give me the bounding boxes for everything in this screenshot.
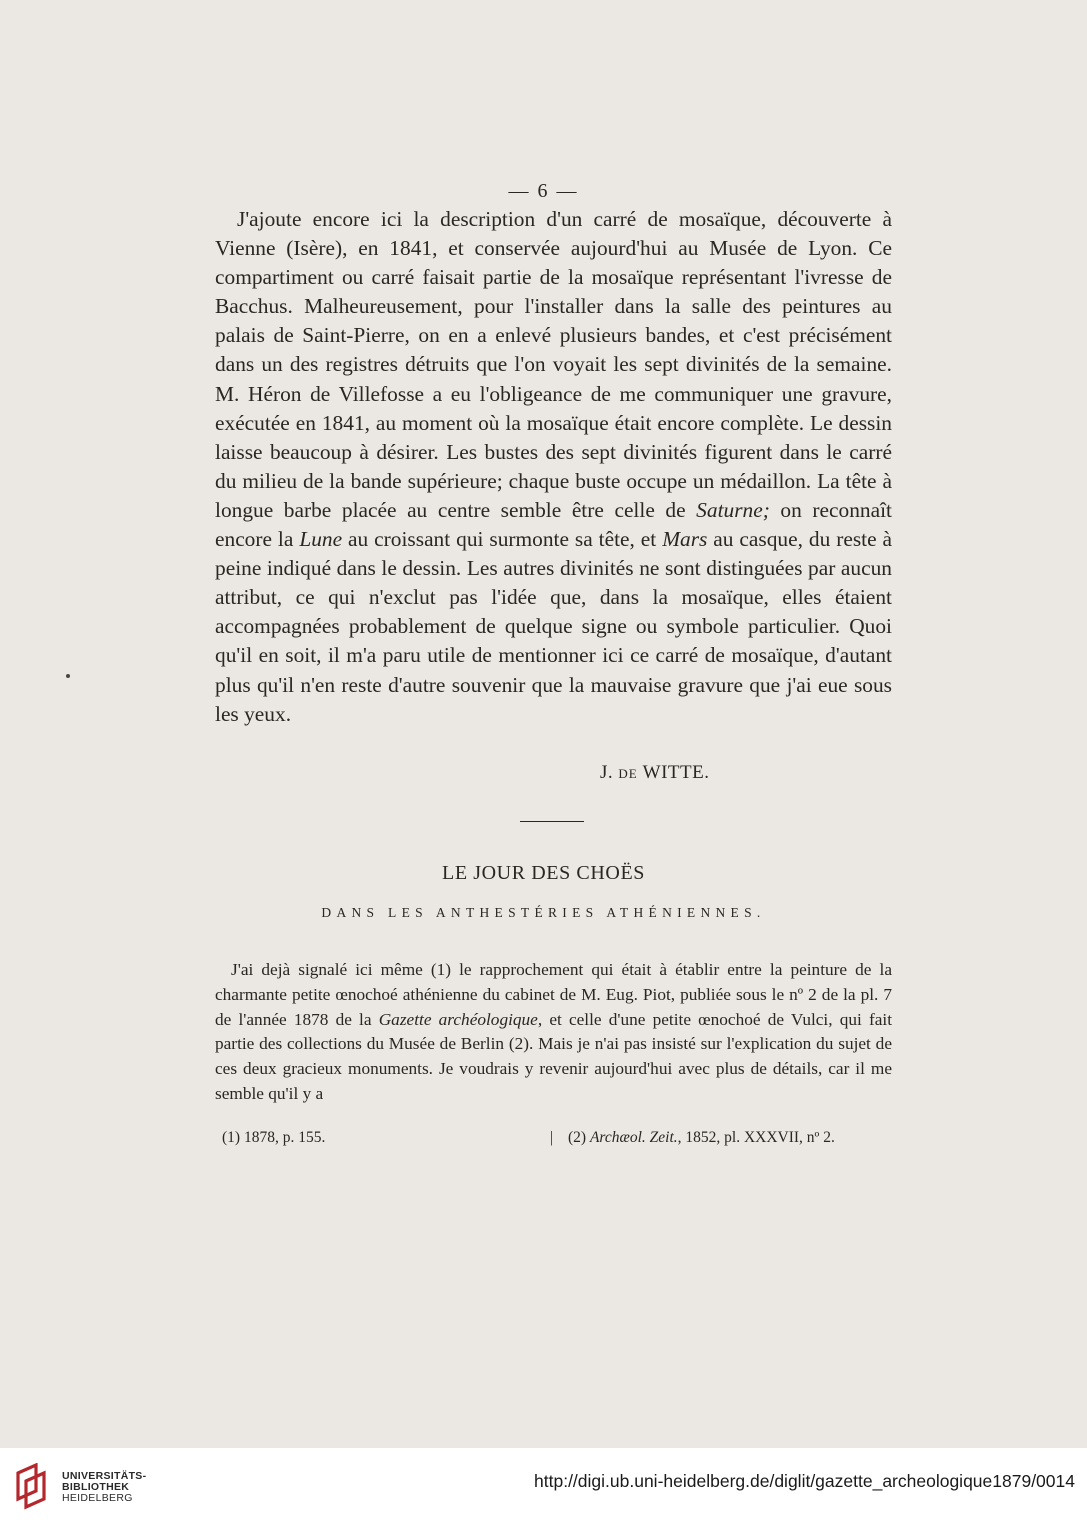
- paragraph-text: on reconnaît encore la: [215, 497, 892, 552]
- section-subtitle: DANS LES ANTHESTÉRIES ATHÉNIENNES.: [321, 905, 766, 920]
- signature-initial: J.: [600, 762, 614, 783]
- paragraph-text: au casque, du reste à peine indiqué dans le dessin. Les autres divinités ne sont distinguées par aucun attribut, ce qui n'exclut pas l'idée que, dans la mosaïque, elles étaient accompagnées probablement de quelque signe ou symbole particulier. Quoi qu'il en soit, il m'a paru utile de mentionner ici ce carré de mosaïque, d'autant plus qu'il n'en reste d'autre souvenir que la mauvaise gravure que j'ai eue sous les yeux.: [215, 527, 892, 726]
- author-signature: [600, 762, 900, 784]
- library-line-1: UNIVERSITÄTS-: [62, 1470, 147, 1482]
- page-number: — 6 —: [508, 180, 579, 202]
- library-logo-icon: [12, 1463, 52, 1511]
- footer-bar: [0, 1448, 1087, 1538]
- signature-particle: DE: [618, 766, 638, 781]
- section-paragraph: [215, 958, 892, 1107]
- source-url-link[interactable]: http://digi.ub.uni-heidelberg.de/diglit/gazette_archeologique1879/0014: [534, 1471, 1075, 1491]
- paragraph-mosaic: [215, 205, 892, 729]
- library-name: [62, 1471, 146, 1504]
- library-line-3: HEIDELBERG: [62, 1492, 133, 1504]
- paragraph-text: J'ajoute encore ici la description d'un carré de mosaïque, découverte à Vienne (Isère), en 1841, et conservée aujourd'hui au Musée de Lyon. Ce compartiment ou carré faisait partie de la mosaïque représentant l'ivresse de Bacchus. Malheureusement, pour l'installer dans la salle des peintures au palais de Saint-Pierre, on en a enlevé plusieurs bandes, et c'est précisément dans un des registres détruits que l'on voyait les sept divinités de la semaine. M. Héron de Villefosse a eu l'obligeance de me communiquer une gravure, exécutée en 1841, au moment où la mosaïque était encore complète. Le dessin laisse beaucoup à désirer. Les bustes des sept divinités figurent dans le carré du milieu de la bande supérieure; chaque buste occupe un médaillon. La tête à longue barbe placée au centre semble être celle de: [215, 207, 892, 522]
- footnote-separator: |: [550, 1129, 554, 1146]
- margin-mark: [66, 674, 70, 678]
- paragraph-text: , et celle d'une petite œnochoé de Vulci, qui fait partie des collections du Musée de Berlin (2). Mais je n'ai pas insisté sur l'explication du sujet de ces deux gracieux monuments. Je voudrais y revenir aujourd'hui avec plus de détails, car il me semble qu'il y a: [215, 1009, 892, 1103]
- library-line-2: BIBLIOTHEK: [62, 1481, 130, 1493]
- footnote-2: [568, 1129, 835, 1147]
- main-paragraph: [215, 205, 892, 729]
- italic-lune: Lune: [299, 527, 343, 552]
- footnote-2-italic: Archæol. Zeit.: [589, 1129, 678, 1146]
- section-divider: [520, 821, 584, 822]
- footnote-2-rest: , 1852, pl. XXXVII, nº 2.: [677, 1129, 835, 1146]
- italic-mars: Mars: [662, 527, 708, 552]
- paragraph-text: au croissant qui surmonte sa tête, et: [348, 527, 657, 552]
- footnote-2-prefix: (2): [568, 1129, 587, 1146]
- paragraph-choes: [215, 958, 892, 1107]
- signature-surname: WITTE.: [642, 762, 710, 783]
- footnote-1: (1) 1878, p. 155.: [222, 1129, 326, 1146]
- italic-saturne: Saturne;: [696, 497, 770, 522]
- italic-gazette: Gazette archéologique: [378, 1009, 538, 1029]
- section-title: LE JOUR DES CHOËS: [442, 862, 645, 884]
- paragraph-text: J'ai dejà signalé ici même (1) le rapprochement qui était à établir entre la peinture de la charmante petite œnochoé athénienne du cabinet de M. Eug. Piot, publiée sous le nº 2 de la pl. 7 de l'année 1878 de la: [215, 960, 892, 1029]
